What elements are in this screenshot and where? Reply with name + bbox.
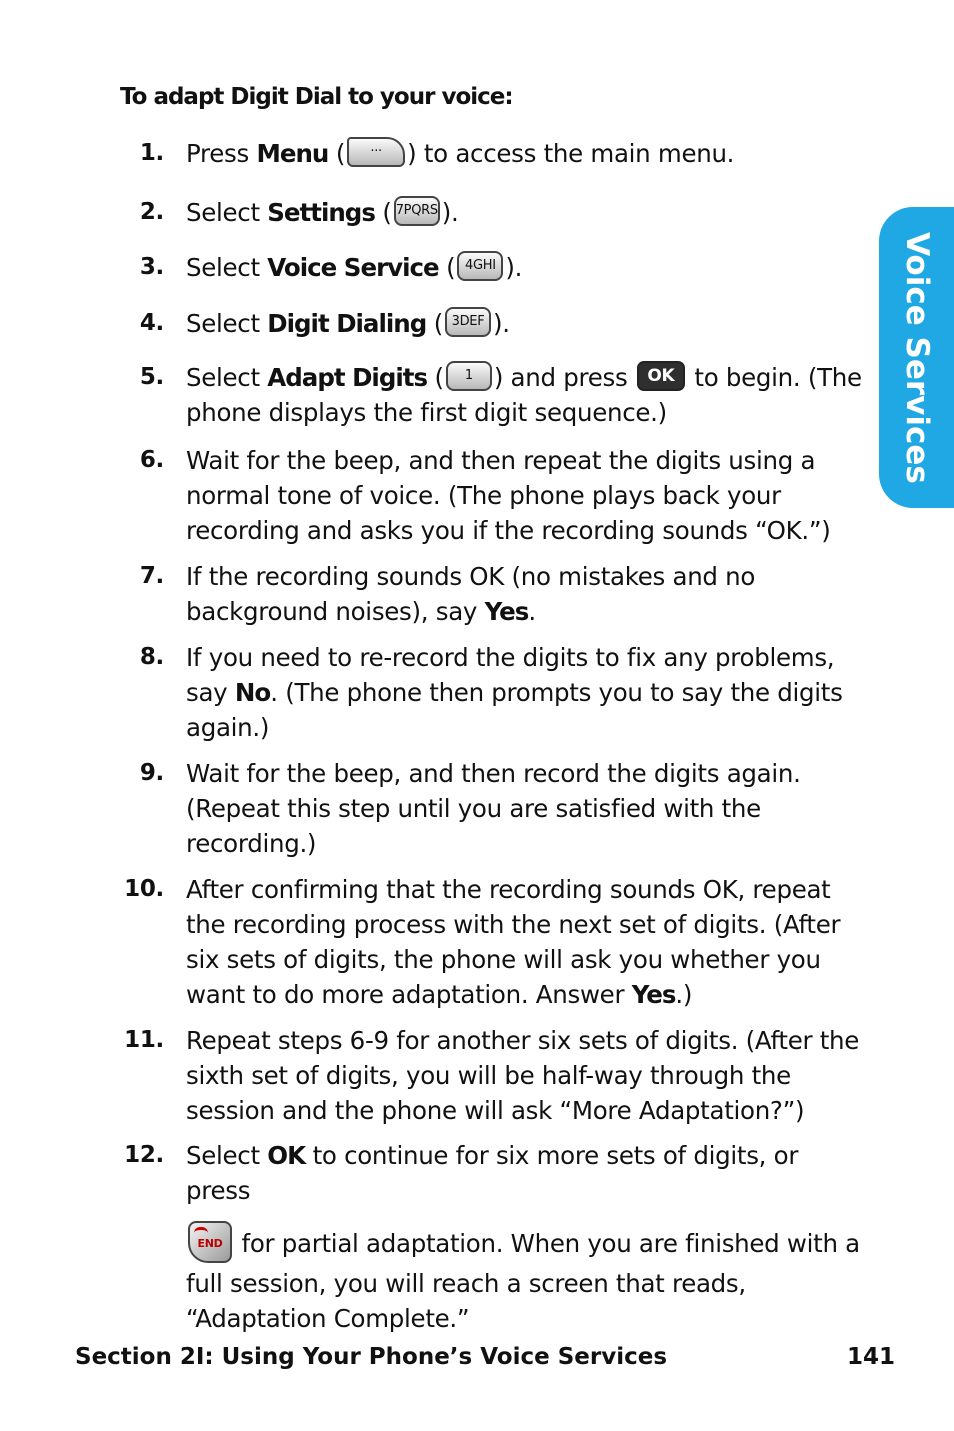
- step-number: 12.: [124, 1142, 164, 1168]
- section-side-tab: [879, 207, 954, 508]
- step-number: 1.: [139, 140, 164, 166]
- step-1: 1. Press Menu ( ··· ) to access the main menu.: [186, 136, 866, 171]
- step-5: 5. Select Adapt Digits ( 1 ) and press OK to begin. (The phone displays the first digit sequence.): [186, 360, 866, 430]
- menu-key-icon: ···: [347, 137, 405, 167]
- step-number: 4.: [139, 310, 164, 336]
- footer-section-title: Section 2I: Using Your Phone’s Voice Services: [75, 1344, 668, 1370]
- step-12: 12. Select OK to continue for six more sets of digits, or press END for partial adaptation. When you are finished with a full session, you will reach a screen that reads, “Adaptation Complete.”: [186, 1138, 866, 1336]
- step-number: 6.: [139, 447, 164, 473]
- step-8: 8. If you need to re-record the digits to fix any problems, say No. (The phone then prompts you to say the digits again.): [186, 640, 866, 745]
- step-4: 4. Select Digit Dialing ( 3DEF ).: [186, 306, 866, 341]
- key-4-icon: 4GHI: [457, 251, 503, 281]
- step-10: 10. After confirming that the recording sounds OK, repeat the recording process with the next set of digits. (After six sets of digits, the phone will ask you whether you want to do more adaptation. Answer Yes.): [186, 872, 866, 1012]
- phone-end-icon: [194, 1227, 208, 1238]
- page-number: 141: [847, 1344, 896, 1370]
- step-6: 6. Wait for the beep, and then repeat the digits using a normal tone of voice. (The phone plays back your recording and asks you if the recording sounds “OK.”): [186, 443, 866, 548]
- step-number: 11.: [124, 1027, 164, 1053]
- key-7-icon: 7PQRS: [394, 196, 440, 226]
- key-1-icon: 1: [446, 361, 492, 391]
- ok-key-icon: OK: [637, 361, 685, 391]
- step-3: 3. Select Voice Service ( 4GHI ).: [186, 250, 866, 285]
- step-7: 7. If the recording sounds OK (no mistakes and no background noises), say Yes.: [186, 559, 866, 629]
- procedure-heading: To adapt Digit Dial to your voice:: [120, 84, 513, 110]
- step-number: 2.: [139, 199, 164, 225]
- step-2: 2. Select Settings ( 7PQRS ).: [186, 195, 866, 230]
- step-11: 11. Repeat steps 6-9 for another six sets of digits. (After the sixth set of digits, you will be half-way through the session and the phone will ask “More Adaptation?”): [186, 1023, 866, 1128]
- step-9: 9. Wait for the beep, and then record the digits again. (Repeat this step until you are satisfied with the recording.): [186, 756, 866, 861]
- step-number: 8.: [139, 644, 164, 670]
- step-number: 5.: [139, 364, 164, 390]
- side-tab-label: Voice Services: [898, 231, 935, 484]
- key-3-icon: 3DEF: [445, 307, 491, 337]
- end-key-icon: END: [188, 1221, 232, 1263]
- step-number: 7.: [139, 563, 164, 589]
- step-number: 3.: [139, 254, 164, 280]
- step-number: 10.: [124, 876, 164, 902]
- step-number: 9.: [139, 760, 164, 786]
